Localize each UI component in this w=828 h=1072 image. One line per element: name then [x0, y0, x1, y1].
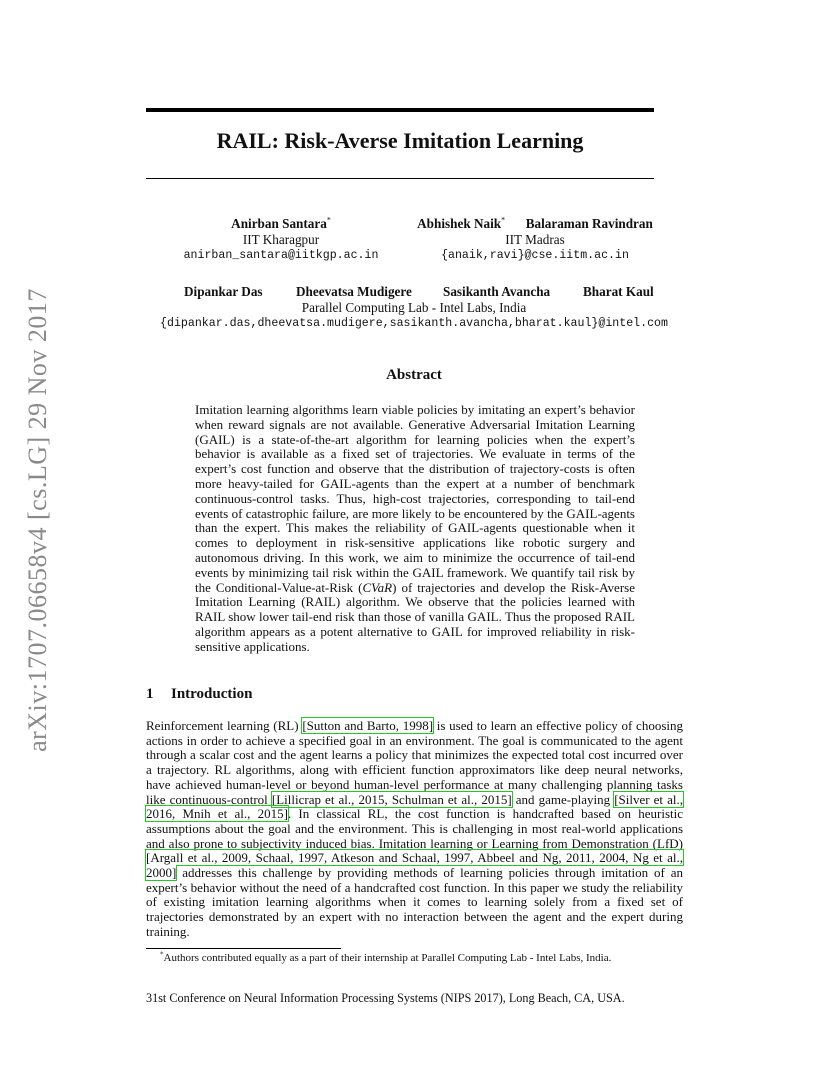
intro-text: and game-playing: [511, 791, 615, 807]
author-iitm-block: [400, 216, 670, 264]
equal-contribution-mark: *: [326, 215, 331, 225]
paper-title: RAIL: Risk-Averse Imitation Learning: [216, 128, 584, 153]
author-name: Anirban Santara: [231, 216, 327, 231]
abstract-heading: Abstract: [386, 367, 442, 383]
author-santara-block: [166, 216, 396, 264]
section-title: Introduction: [171, 686, 253, 702]
title-rule-top: [146, 108, 654, 112]
citation-link[interactable]: [Argall et al., 2009, Schaal, 1997, Atkeson and Schaal, 1997, Abbeel and Ng, 2011, 2004, Ng et al., 2000]: [146, 850, 683, 881]
author-name: Sasikanth Avancha: [443, 284, 551, 299]
intro-text: Reinforcement learning (RL): [146, 718, 303, 733]
author-intel-block: [146, 284, 682, 332]
abstract-text-part: ) of trajectories and develop the Risk-Averse Imitation Learning (RAIL) algorithm. We observe that the policies learned with RAIL show lower tail-end risk than those of vanilla GAIL. Thus the proposed RAIL algorithm appears as a potent alternative to GAIL for improved reliability in risk-sensitive applications.: [195, 579, 635, 654]
citation-link[interactable]: [Silver et al., 2016, Mnih et al., 2015]: [146, 791, 684, 822]
introduction-paragraph: [146, 719, 683, 940]
footnote: [160, 952, 680, 964]
footnote-rule: [146, 948, 341, 949]
citation-link[interactable]: [Lillicrap et al., 2015, Schulman et al., 2015]: [271, 791, 512, 807]
author-email: anirban_santara@iitkgp.ac.in: [183, 249, 379, 262]
footnote-mark: *: [160, 950, 164, 959]
arxiv-identifier: arXiv:1707.06658v4 [cs.LG] 29 Nov 2017: [23, 288, 52, 752]
footnote-text: Authors contributed equally as a part of their internship at Parallel Computing Lab - Intel Labs, India.: [163, 952, 612, 964]
intro-text: . In classical RL, the cost function is handcrafted based on heuristic assumptions about the goal and the environment. This is challenging in most real-world applications and also prone to subjectivity induced bias. Imitation learning or Learning from Demonstration (LfD): [146, 806, 684, 851]
equal-contribution-mark: *: [501, 215, 506, 225]
intro-text: addresses this challenge by providing methods of learning policies through imitation of an expert’s behavior without the need of a handcrafted cost function. In this paper we study the reliability of existing imitation learning algorithms when it comes to learning solely from a fixed set of trajectories demonstrated by an expert with no interaction between the agent and the expert during training.: [146, 865, 683, 939]
author-name: Abhishek Naik: [417, 216, 502, 231]
section-number: 1: [146, 686, 154, 702]
intro-text: is used to learn an effective policy of choosing actions in order to achieve a specified goal in an environment. The goal is communicated to the agent through a scalar cost and the agent learns a policy that minimizes the expected total cost incurred over a trajectory. RL algorithms, along with efficient function approximators like deep neural networks, have achieved human-level or beyond human-level performance at many challenging planning tasks like continuous-control: [146, 718, 683, 807]
author-email: {anaik,ravi}@cse.iitm.ac.in: [441, 249, 629, 262]
author-name: Balaraman Ravindran: [525, 216, 653, 231]
author-name: Bharat Kaul: [583, 284, 654, 299]
arxiv-sidebar: [18, 270, 58, 770]
author-affiliation: Parallel Computing Lab - Intel Labs, India: [301, 300, 527, 315]
abstract-text-part: Imitation learning algorithms learn viable policies by imitating an expert’s behavior when reward signals are not available. Generative Adversarial Imitation Learning (GAIL) is a state-of-the-art algorithm for learning policies when the expert’s behavior is available as a fixed set of trajectories. We evaluate in terms of the expert’s cost function and observe that the distribution of trajectory-costs is often more heavy-tailed for GAIL-agents than the expert at a number of benchmark continuous-control tasks. Thus, high-cost trajectories, corresponding to tail-end events of catastrophic failure, are more likely to be encountered by the GAIL-agents than the expert. This makes the reliability of GAIL-agents questionable when it comes to deployment in risk-sensitive applications like robotic surgery and autonomous driving. In this work, we aim to minimize the occurrence of tail-end events by minimizing tail risk within the GAIL framework. We quantify tail risk by the Conditional-Value-at-Risk (: [195, 402, 635, 595]
venue-line: 31st Conference on Neural Information Processing Systems (NIPS 2017), Long Beach, CA, USA.: [146, 991, 625, 1005]
author-name: Dipankar Das: [184, 284, 263, 299]
citation-link[interactable]: [Sutton and Barto, 1998]: [302, 718, 434, 733]
author-email: {dipankar.das,dheevatsa.mudigere,sasikanth.avancha,bharat.kaul}@intel.com: [160, 317, 668, 330]
author-name: Dheevatsa Mudigere: [296, 284, 412, 299]
section-heading-introduction: [146, 686, 252, 703]
title-rule-bottom: [146, 178, 654, 179]
cvar-math: CVaR: [362, 579, 393, 595]
abstract-text: [195, 403, 635, 655]
author-affiliation: IIT Kharagpur: [242, 232, 320, 247]
author-affiliation: IIT Madras: [505, 232, 565, 247]
